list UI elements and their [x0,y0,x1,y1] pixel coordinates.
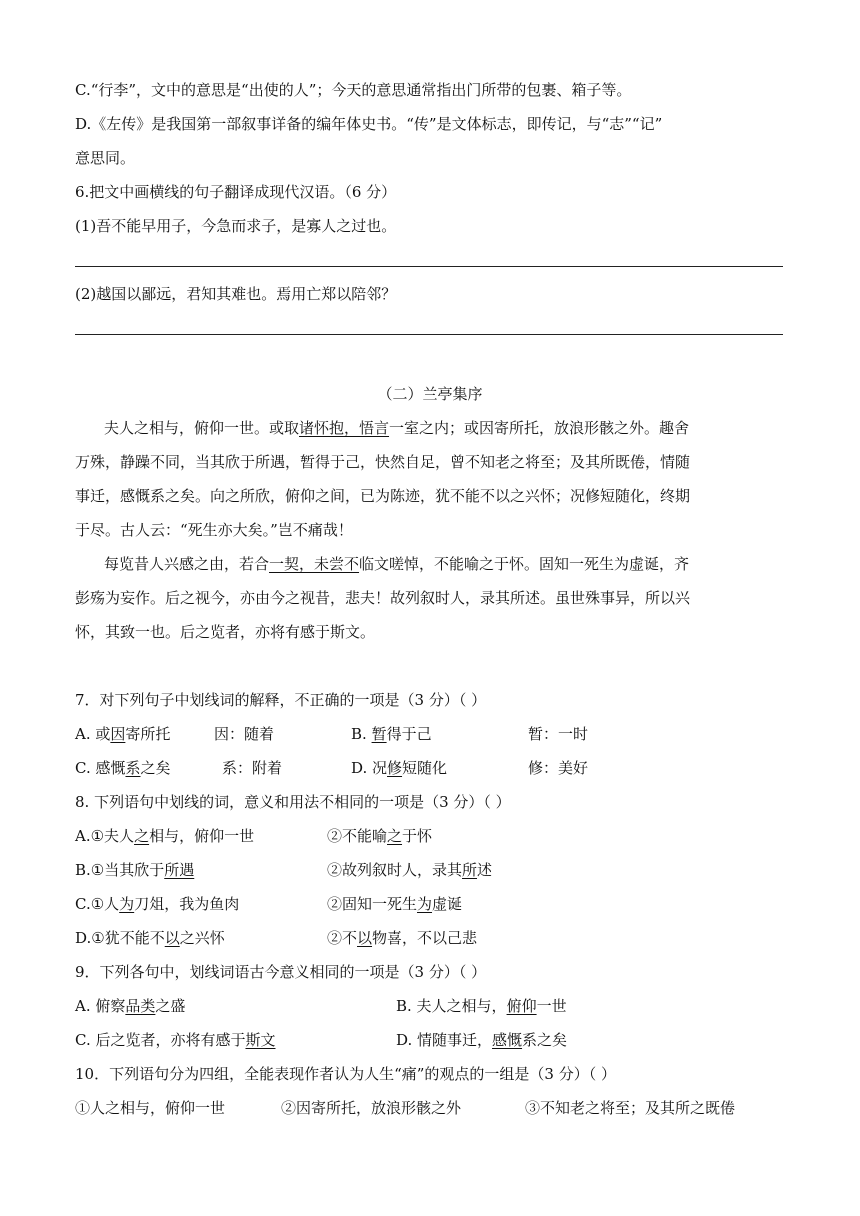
answer-line [75,266,783,267]
q7-option-a: A. 或因寄所托 [75,725,171,743]
passage-line: 万殊，静躁不同，当其欣于所遇，暂得于己，快然自足，曾不知老之将至；及其所既倦，情随 [75,453,691,471]
q10-item-1: ①人之相与，俯仰一世 [75,1099,226,1117]
q7-option-b: B. 暂得于己 [351,725,432,743]
q8-option-a-2: ②不能喻之于怀 [327,827,433,845]
q8-option-d-2: ②不以物喜，不以己悲 [327,929,478,947]
q7-option-b-gloss: 暂：一时 [528,725,589,743]
passage-line: 怀，其致一也。后之览者，亦将有感于斯文。 [75,623,376,641]
q10-item-2: ②因寄所托，放浪形骸之外 [281,1099,462,1117]
question-6: 6.把文中画横线的句子翻译成现代汉语。（6 分） [75,183,397,201]
option-d-q5: D.《左传》是我国第一部叙事详备的编年体史书。“传”是文体标志，即传记，与“志”“记” [75,115,663,133]
question-6-item-1: (1)吾不能早用子，今急而求子，是寡人之过也。 [75,217,397,235]
q8-option-a-1: A.①夫人之相与，俯仰一世 [75,827,255,845]
q7-option-c: C. 感慨系之矣 [75,759,171,777]
q9-option-a: A. 俯察品类之盛 [75,997,186,1015]
answer-line [75,334,783,335]
q8-option-c-2: ②固知一死生为虚诞 [327,895,463,913]
passage-line: 于尽。古人云：“死生亦大矣。”岂不痛哉！ [75,521,353,539]
option-c-q5: C.“行李”，文中的意思是“出使的人”；今天的意思通常指出门所带的包裹、箱子等。 [75,81,632,99]
q7-option-d: D. 况修短随化 [351,759,448,777]
q7-option-a-gloss: 因：随着 [214,725,275,743]
q8-option-c-1: C.①人为刀俎，我为鱼肉 [75,895,240,913]
q10-item-3: ③不知老之将至；及其所之既倦 [525,1099,736,1117]
passage-line: 事迁，感慨系之矣。向之所欣，俯仰之间，已为陈迹，犹不能不以之兴怀；况修短随化，终期 [75,487,691,505]
section-title: （二）兰亭集序 [377,385,483,403]
passage-line: 每览昔人兴感之由，若合一契，未尝不临文嗟悼，不能喻之于怀。固知一死生为虚诞，齐 [104,555,690,573]
question-9: 9．下列各句中，划线词语古今意义相同的一项是（3 分）（ ） [75,963,487,981]
q9-option-b: B. 夫人之相与，俯仰一世 [396,997,567,1015]
q9-option-c: C. 后之览者，亦将有感于斯文 [75,1031,276,1049]
passage-line: 夫人之相与，俯仰一世。或取诸怀抱，悟言一室之内；或因寄所托，放浪形骸之外。趣舍 [104,419,690,437]
question-6-item-2: (2)越国以鄙远，君知其难也。焉用亡郑以陪邻？ [75,285,397,303]
q7-option-d-gloss: 修：美好 [528,759,589,777]
q9-option-d: D. 情随事迁，感慨系之矣 [396,1031,568,1049]
q8-option-b-2: ②故列叙时人，录其所述 [327,861,493,879]
question-10: 10．下列语句分为四组，全能表现作者认为人生“痛”的观点的一组是（3 分）（ ） [75,1065,617,1083]
question-7: 7．对下列句子中划线词的解释，不正确的一项是（3 分）（ ） [75,691,487,709]
option-d-q5-cont: 意思同。 [75,149,136,167]
passage-line: 彭殇为妄作。后之视今，亦由今之视昔，悲夫！故列叙时人，录其所述。虽世殊事异，所以兴 [75,589,691,607]
question-8: 8. 下列语句中划线的词，意义和用法不相同的一项是（3 分）（ ） [75,793,511,811]
q7-option-c-gloss: 系：附着 [222,759,283,777]
q8-option-b-1: B.①当其欣于所遇 [75,861,195,879]
q8-option-d-1: D.①犹不能不以之兴怀 [75,929,225,947]
